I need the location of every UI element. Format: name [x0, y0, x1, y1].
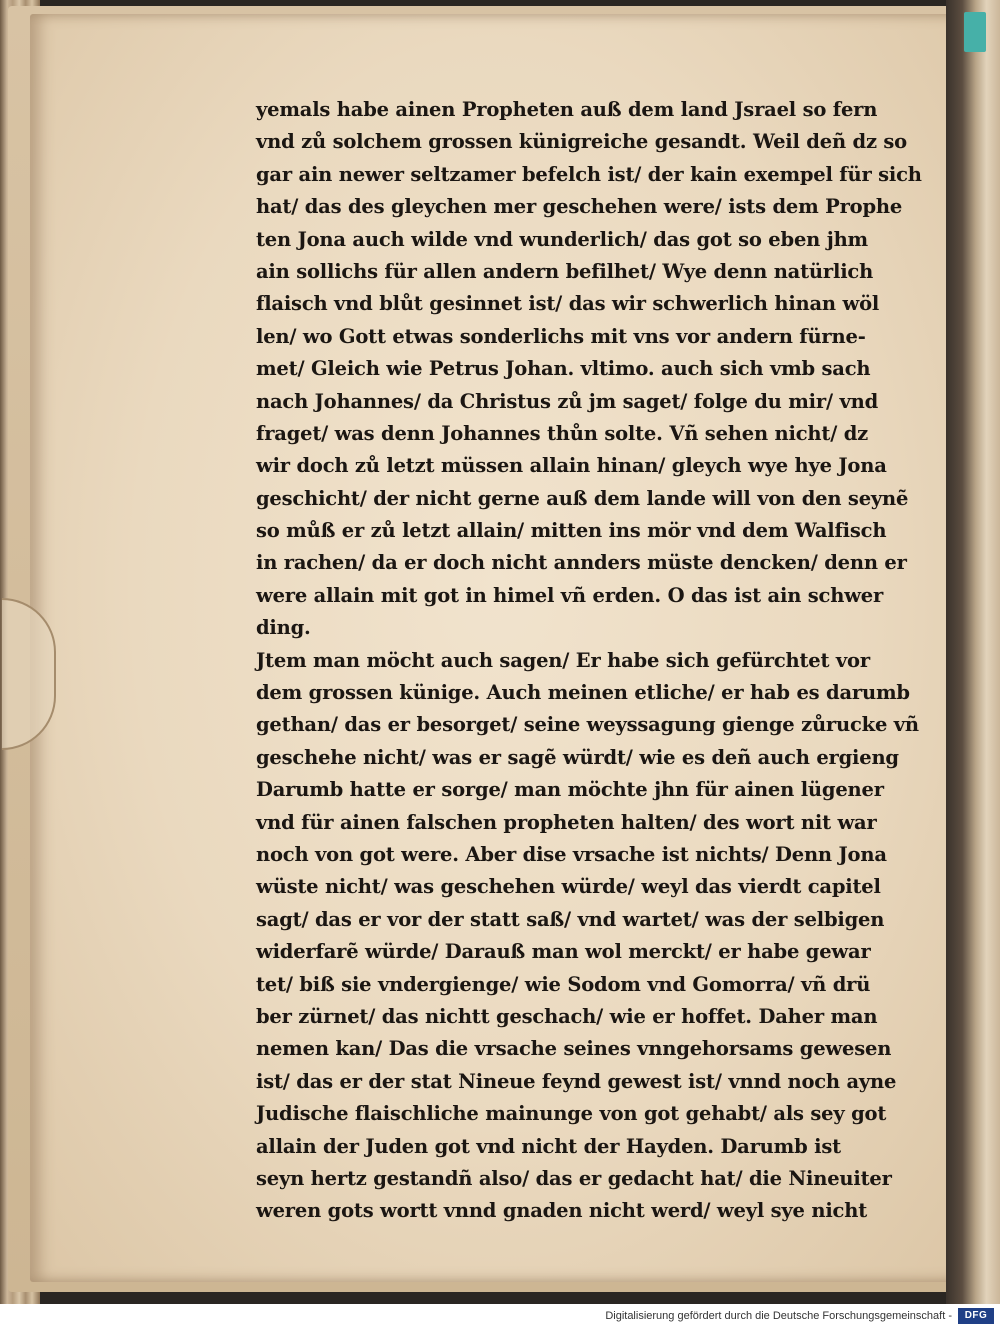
- binding-strip: [946, 0, 1000, 1304]
- dfg-credit: Digitalisierung gefördert durch die Deutsche Forschungsgemeinschaft -: [605, 1310, 952, 1322]
- text-line: were allain mit got in himel vñ erden. O das ist ain schwer: [256, 583, 884, 607]
- text-line: hat/ das des gleychen mer geschehen were/ ists dem Prophe: [256, 195, 903, 219]
- text-line: so můß er zů letzt allain/ mitten ins mör vnd dem Walfisch: [256, 519, 887, 543]
- text-line: noch von got were. Aber dise vrsache ist nichts/ Denn Jona: [256, 842, 887, 866]
- text-line: nach Johannes/ da Christus zů jm saget/ folge du mir/ vnd: [256, 389, 879, 413]
- text-line: wir doch zů letzt müssen allain hinan/ gleych wye hye Jona: [256, 454, 887, 478]
- text-line: ist/ das er der stat Nineue feynd gewest ist/ vnnd noch ayne: [256, 1069, 897, 1093]
- text-line: met/ Gleich wie Petrus Johan. vltimo. auch sich vmb sach: [256, 357, 871, 381]
- text-line: yemals habe ainen Propheten auß dem land Jsrael so fern: [256, 98, 878, 121]
- text-line: Judische flaischliche mainunge von got gehabt/ als sey got: [256, 1102, 887, 1126]
- text-line: dem grossen künige. Auch meinen etliche/ er hab es darumb: [256, 681, 910, 705]
- text-line: fraget/ was denn Johannes thůn solte. Vñ sehen nicht/ dz: [256, 421, 869, 445]
- text-line: ber zürnet/ das nichtt geschach/ wie er hoffet. Daher man: [256, 1004, 878, 1028]
- text-line: vnd für ainen falschen propheten halten/ des wort nit war: [256, 810, 877, 834]
- footer-bar: [0, 1304, 1000, 1329]
- text-line: tet/ biß sie vndergienge/ wie Sodom vnd Gomorra/ vñ drü: [256, 972, 871, 996]
- text-line: weren gots wortt vnnd gnaden nicht werd/ weyl sye nicht: [256, 1199, 868, 1223]
- text-line: gethan/ das er besorget/ seine weyssagung gienge zůrucke vñ: [256, 713, 919, 737]
- text-line: nemen kan/ Das die vrsache seines vnngehorsams gewesen: [256, 1037, 892, 1061]
- text-line: vnd zů solchem grossen künigreiche gesandt. Weil deñ dz so: [256, 130, 907, 154]
- text-line: allain der Juden got vnd nicht der Hayden. Darumb ist: [256, 1134, 841, 1158]
- text-line: sagt/ das er vor der statt saß/ vnd wartet/ was der selbigen: [256, 907, 885, 931]
- color-marker: [964, 12, 986, 52]
- text-line: Jtem man möcht auch sagen/ Er habe sich gefürchtet vor: [256, 648, 870, 672]
- page-text: [256, 94, 922, 1223]
- text-line: flaisch vnd blůt gesinnet ist/ das wir schwerlich hinan wöl: [256, 292, 880, 316]
- text-line: seyn hertz gestandñ also/ das er gedacht hat/ die Nineuiter: [256, 1166, 892, 1190]
- text-line: widerfarẽ würde/ Darauß man wol merckt/ er habe gewar: [256, 940, 871, 964]
- text-line: gar ain newer seltzamer befelch ist/ der kain exempel für sich: [256, 162, 922, 186]
- text-line: geschehe nicht/ was er sagẽ würdt/ wie es deñ auch ergieng: [256, 745, 899, 769]
- text-line: geschicht/ der nicht gerne auß dem lande will von den seynẽ: [256, 486, 909, 510]
- text-line: in rachen/ da er doch nicht annders müste dencken/ denn er: [256, 551, 907, 575]
- dfg-logo[interactable]: DFG: [958, 1308, 994, 1324]
- text-line: Darumb hatte er sorge/ man möchte jhn für ainen lügener: [256, 778, 884, 802]
- text-line: ain sollichs für allen andern befilhet/ Wye denn natürlich: [256, 259, 874, 283]
- text-line: wüste nicht/ was geschehen würde/ weyl das vierdt capitel: [256, 875, 881, 899]
- text-line: ten Jona auch wilde vnd wunderlich/ das got so eben jhm: [256, 227, 868, 251]
- text-line: len/ wo Gott etwas sonderlichs mit vns vor andern fürne-: [256, 324, 866, 348]
- text-line: ding.: [256, 616, 311, 640]
